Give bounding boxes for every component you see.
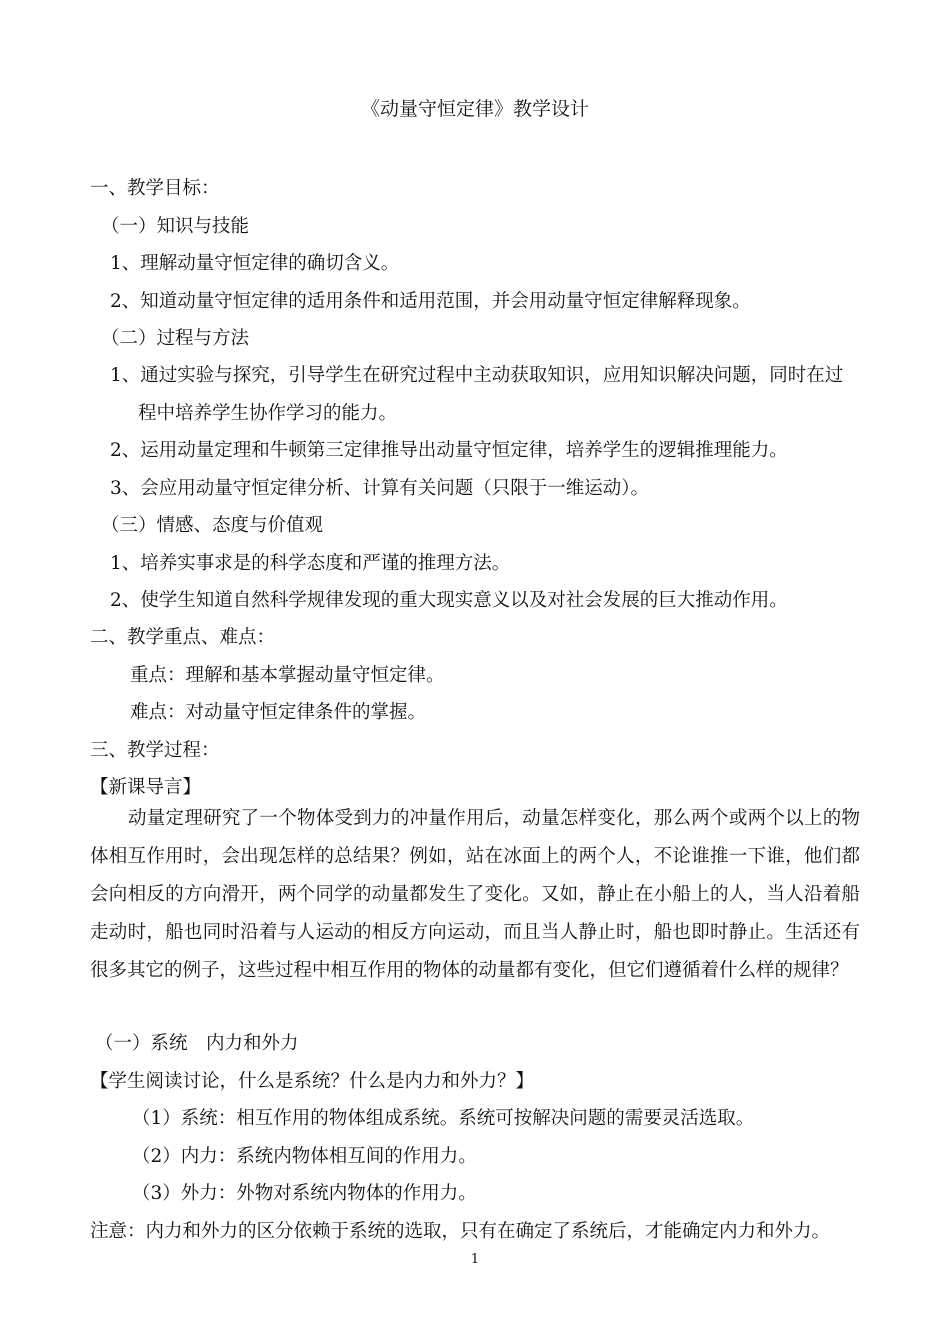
section-heading-keypoints: 二、教学重点、难点：	[90, 627, 276, 648]
list-item: 2、运用动量定理和牛顿第三定律推导出动量守恒定律，培养学生的逻辑推理能力。	[110, 440, 788, 461]
list-item: 1、培养实事求是的科学态度和严谨的推理方法。	[110, 553, 511, 574]
subheading-system: （一）系统 内力和外力	[95, 1033, 299, 1054]
list-item: 3、会应用动量守恒定律分析、计算有关问题（只限于一维运动）。	[110, 478, 650, 499]
section-heading-process: 三、教学过程：	[90, 740, 220, 761]
list-item: 1、理解动量守恒定律的确切含义。	[110, 253, 400, 274]
definition-item: （2）内力：系统内物体相互间的作用力。	[132, 1146, 477, 1167]
key-point: 重点：理解和基本掌握动量守恒定律。	[130, 665, 445, 686]
document-title: 《动量守恒定律》教学设计	[360, 98, 589, 120]
subheading-process: （二）过程与方法	[101, 328, 250, 349]
discussion-prompt: 【学生阅读讨论，什么是系统？什么是内力和外力？】	[90, 1071, 535, 1092]
subheading-knowledge: （一）知识与技能	[101, 216, 250, 237]
section-heading-objectives: 一、教学目标：	[90, 178, 220, 199]
list-item-continuation: 程中培养学生协作学习的能力。	[138, 403, 398, 424]
intro-label: 【新课导言】	[90, 777, 202, 798]
list-item: 1、通过实验与探究，引导学生在研究过程中主动获取知识，应用知识解决问题，同时在过	[110, 365, 844, 386]
definition-item: （3）外力：外物对系统内物体的作用力。	[132, 1183, 477, 1204]
note-text: 注意：内力和外力的区分依赖于系统的选取，只有在确定了系统后，才能确定内力和外力。	[90, 1221, 831, 1242]
intro-paragraph: 动量定理研究了一个物体受到力的冲量作用后，动量怎样变化，那么两个或两个以上的物体相互作用时，会出现怎样的总结果？例如，站在冰面上的两个人，不论谁推一下谁，他们都会向相反的方向滑开，两个同学的动量都发生了变化。又如，静止在小船上的人，当人沿着船走动时，船也同时沿着与人运动的相反方向运动，而且当人静止时，船也即时静止。生活还有很多其它的例子，这些过程中相互作用的物体的动量都有变化，但它们遵循着什么样的规律？	[90, 808, 860, 981]
list-item: 2、使学生知道自然科学规律发现的重大现实意义以及对社会发展的巨大推动作用。	[110, 590, 788, 611]
page-number: 1	[470, 1252, 480, 1267]
definition-item: （1）系统：相互作用的物体组成系统。系统可按解决问题的需要灵活选取。	[132, 1108, 755, 1129]
difficult-point: 难点：对动量守恒定律条件的掌握。	[130, 702, 427, 723]
list-item: 2、知道动量守恒定律的适用条件和适用范围，并会用动量守恒定律解释现象。	[110, 291, 751, 312]
subheading-values: （三）情感、态度与价值观	[101, 515, 324, 536]
